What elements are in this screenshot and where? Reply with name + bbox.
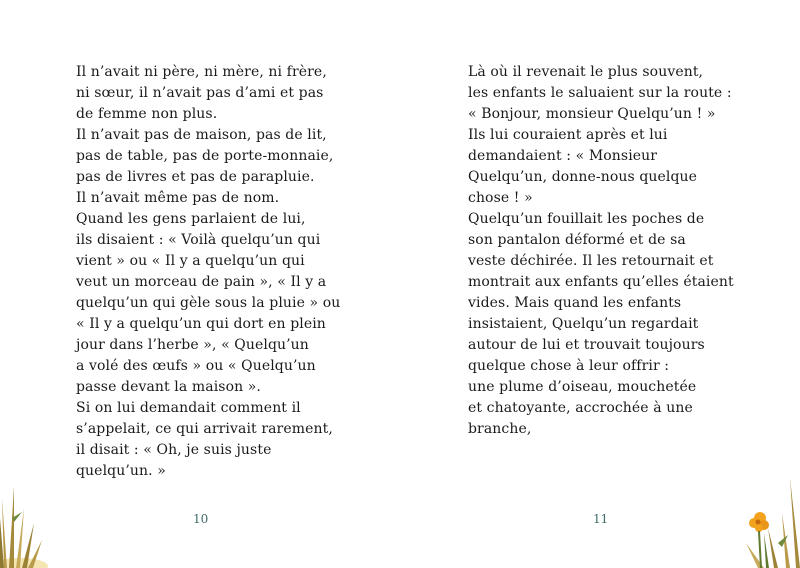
flower-illustration-right xyxy=(738,473,800,568)
text-line: quelqu’un. » xyxy=(76,463,166,479)
text-line: passe devant la maison ». xyxy=(76,379,261,395)
text-line: et chatoyante, accrochée à une xyxy=(468,400,693,416)
text-line: vient » ou « Il y a quelqu’un qui xyxy=(76,253,305,269)
text-line: montrait aux enfants qu’elles étaient xyxy=(468,274,734,290)
text-line: Il n’avait pas de maison, pas de lit, xyxy=(76,127,327,143)
text-line: « Il y a quelqu’un qui dort en plein xyxy=(76,316,326,332)
text-line: il disait : « Oh, je suis juste xyxy=(76,442,272,458)
text-line: son pantalon déformé et de sa xyxy=(468,232,686,248)
text-line: Il n’avait ni père, ni mère, ni frère, xyxy=(76,64,327,80)
text-line: Quelqu’un, donne-nous quelque xyxy=(468,169,698,185)
text-line: ils disaient : « Voilà quelqu’un qui xyxy=(76,232,321,248)
text-line: veut un morceau de pain », « Il y a xyxy=(76,274,327,290)
text-line: veste déchirée. Il les retournait et xyxy=(468,253,714,269)
text-line: jour dans l’herbe », « Quelqu’un xyxy=(76,337,309,353)
text-line: demandaient : « Monsieur xyxy=(468,148,658,164)
text-line: Si on lui demandait comment il xyxy=(76,400,301,416)
text-line: les enfants le saluaient sur la route : xyxy=(468,85,732,101)
text-line: quelqu’un qui gèle sous la pluie » ou xyxy=(76,295,341,311)
text-line: « Bonjour, monsieur Quelqu’un ! » xyxy=(468,106,716,122)
text-line: chose ! » xyxy=(468,190,533,206)
text-line: Ils lui couraient après et lui xyxy=(468,127,668,143)
text-line: branche, xyxy=(468,421,532,437)
text-line: ni sœur, il n’avait pas d’ami et pas xyxy=(76,85,324,101)
text-line: Il n’avait même pas de nom. xyxy=(76,190,280,206)
page-number-left: 10 xyxy=(193,512,209,526)
text-line: quelque chose à leur offrir : xyxy=(468,358,670,374)
right-page-text xyxy=(468,62,768,440)
left-page-text xyxy=(76,62,376,482)
text-line: vides. Mais quand les enfants xyxy=(468,295,682,311)
text-line: autour de lui et trouvait toujours xyxy=(468,337,705,353)
text-line: une plume d’oiseau, mouchetée xyxy=(468,379,697,395)
text-line: pas de table, pas de porte-monnaie, xyxy=(76,148,334,164)
text-line: de femme non plus. xyxy=(76,106,218,122)
page-number-right: 11 xyxy=(593,512,609,526)
text-line: s’appelait, ce qui arrivait rarement, xyxy=(76,421,333,437)
text-line: Là où il revenait le plus souvent, xyxy=(468,64,704,80)
text-line: a volé des œufs » ou « Quelqu’un xyxy=(76,358,316,374)
grass-illustration-left xyxy=(0,478,60,568)
text-line: pas de livres et pas de parapluie. xyxy=(76,169,315,185)
text-line: insistaient, Quelqu’un regardait xyxy=(468,316,699,332)
text-line: Quand les gens parlaient de lui, xyxy=(76,211,306,227)
text-line: Quelqu’un fouillait les poches de xyxy=(468,211,705,227)
